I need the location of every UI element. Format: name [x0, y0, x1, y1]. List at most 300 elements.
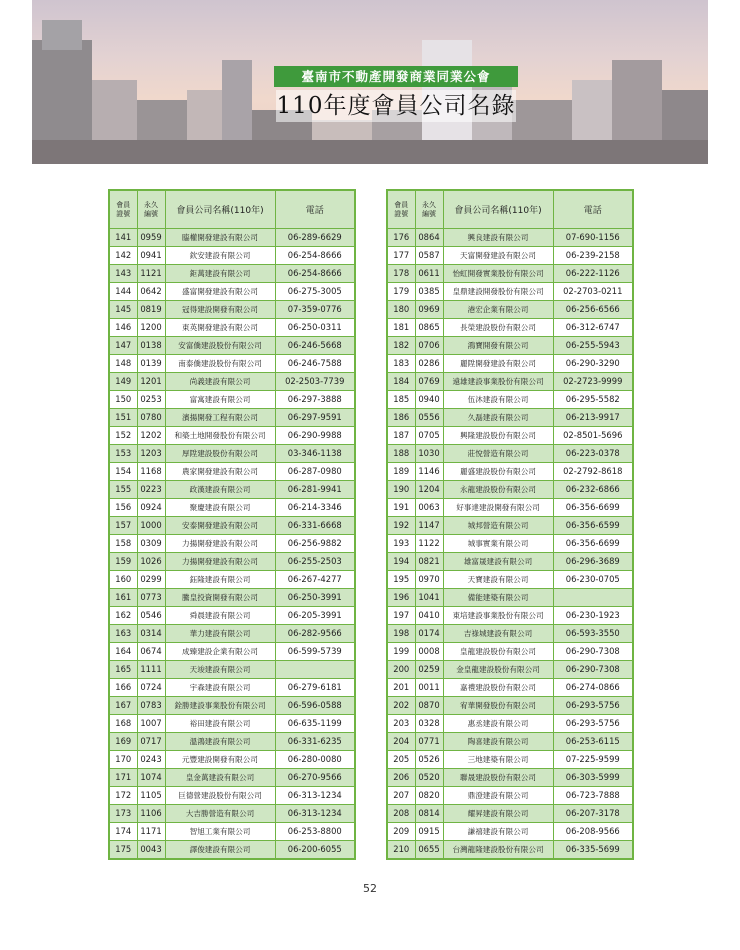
company-name-cell: 力揚開發建設有限公司 [165, 535, 275, 553]
phone-cell: 02-8501-5696 [553, 427, 633, 445]
member-no-cell: 207 [387, 787, 415, 805]
company-name-cell: 天富開發建設有限公司 [443, 247, 553, 265]
company-name-cell: 怡虹開發實業股份有限公司 [443, 265, 553, 283]
header-company: 會員公司名稱(110年) [165, 190, 275, 229]
member-no-cell: 168 [109, 715, 137, 733]
member-no-cell: 197 [387, 607, 415, 625]
company-name-cell: 港宏企業有限公司 [443, 301, 553, 319]
member-no-cell: 171 [109, 769, 137, 787]
perm-no-cell: 0138 [137, 337, 165, 355]
perm-no-cell: 0587 [415, 247, 443, 265]
perm-no-cell: 1200 [137, 319, 165, 337]
table-row [387, 499, 633, 517]
phone-cell: 06-331-6668 [275, 517, 355, 535]
table-row [109, 733, 355, 751]
table-row [387, 589, 633, 607]
company-name-cell: 華力建設有限公司 [165, 625, 275, 643]
phone-cell: 06-274-0866 [553, 679, 633, 697]
phone-cell: 06-287-0980 [275, 463, 355, 481]
company-name-cell: 東英開發建設有限公司 [165, 319, 275, 337]
perm-no-cell: 0655 [415, 841, 443, 860]
member-no-cell: 174 [109, 823, 137, 841]
header-perm-no: 永久 編號 [415, 190, 443, 229]
perm-no-cell: 0717 [137, 733, 165, 751]
member-no-cell: 210 [387, 841, 415, 860]
member-no-cell: 185 [387, 391, 415, 409]
company-name-cell: 盛富開發建設有限公司 [165, 283, 275, 301]
company-name-cell: 皇金萬建設有限公司 [165, 769, 275, 787]
member-no-cell: 172 [109, 787, 137, 805]
perm-no-cell: 1007 [137, 715, 165, 733]
table-row [109, 481, 355, 499]
member-no-cell: 191 [387, 499, 415, 517]
member-no-cell: 142 [109, 247, 137, 265]
company-name-cell: 惠丞建設有限公司 [443, 715, 553, 733]
company-name-cell: 天寶建設有限公司 [443, 571, 553, 589]
table-row [387, 319, 633, 337]
phone-cell: 06-239-2158 [553, 247, 633, 265]
header-member-no: 會員 證號 [387, 190, 415, 229]
member-no-cell: 154 [109, 463, 137, 481]
phone-cell: 06-253-6115 [553, 733, 633, 751]
table-row [387, 535, 633, 553]
perm-no-cell: 1121 [137, 265, 165, 283]
perm-no-cell: 0328 [415, 715, 443, 733]
header-phone: 電話 [275, 190, 355, 229]
phone-cell: 06-213-9917 [553, 409, 633, 427]
phone-cell: 06-335-5699 [553, 841, 633, 860]
perm-no-cell: 0724 [137, 679, 165, 697]
company-name-cell: 安泰開發建設有限公司 [165, 517, 275, 535]
perm-no-cell: 1171 [137, 823, 165, 841]
company-name-cell: 伍沐建設有限公司 [443, 391, 553, 409]
table-row [387, 283, 633, 301]
header-phone: 電話 [553, 190, 633, 229]
perm-no-cell: 0611 [415, 265, 443, 283]
phone-cell: 06-356-6699 [553, 499, 633, 517]
perm-no-cell: 0783 [137, 697, 165, 715]
member-no-cell: 160 [109, 571, 137, 589]
table-row [387, 265, 633, 283]
perm-no-cell: 0924 [137, 499, 165, 517]
phone-cell: 06-200-6055 [275, 841, 355, 860]
perm-no-cell: 0780 [137, 409, 165, 427]
phone-cell: 06-297-3888 [275, 391, 355, 409]
phone-cell: 06-295-5582 [553, 391, 633, 409]
header-company: 會員公司名稱(110年) [443, 190, 553, 229]
table-row [387, 679, 633, 697]
company-name-cell: 三地建築有限公司 [443, 751, 553, 769]
company-name-cell: 鉅萬建設有限公司 [165, 265, 275, 283]
phone-cell: 06-250-0311 [275, 319, 355, 337]
member-no-cell: 170 [109, 751, 137, 769]
company-name-cell: 永龍建設股份有限公司 [443, 481, 553, 499]
phone-cell: 06-214-3346 [275, 499, 355, 517]
company-name-cell: 南泰僑建設股份有限公司 [165, 355, 275, 373]
company-name-cell: 好事達建設開發有限公司 [443, 499, 553, 517]
table-row [109, 247, 355, 265]
company-name-cell: 舜晨建設有限公司 [165, 607, 275, 625]
table-row [387, 571, 633, 589]
member-no-cell: 206 [387, 769, 415, 787]
table-row [387, 607, 633, 625]
member-no-cell: 141 [109, 229, 137, 247]
perm-no-cell: 0299 [137, 571, 165, 589]
table-row [387, 337, 633, 355]
member-no-cell: 189 [387, 463, 415, 481]
perm-no-cell: 0314 [137, 625, 165, 643]
perm-no-cell: 1203 [137, 445, 165, 463]
table-row [387, 625, 633, 643]
table-row [109, 283, 355, 301]
phone-cell: 06-290-9988 [275, 427, 355, 445]
phone-cell: 06-282-9566 [275, 625, 355, 643]
phone-cell: 06-207-3178 [553, 805, 633, 823]
table-row [387, 733, 633, 751]
phone-cell: 06-356-6699 [553, 535, 633, 553]
table-row [387, 229, 633, 247]
company-name-cell: 和築土地開發股份有限公司 [165, 427, 275, 445]
perm-no-cell: 0705 [415, 427, 443, 445]
phone-cell: 02-2503-7739 [275, 373, 355, 391]
perm-no-cell: 0526 [415, 751, 443, 769]
phone-cell: 06-230-0705 [553, 571, 633, 589]
member-table-left [108, 189, 356, 860]
perm-no-cell: 1041 [415, 589, 443, 607]
perm-no-cell: 0773 [137, 589, 165, 607]
phone-cell: 06-313-1234 [275, 805, 355, 823]
phone-cell: 07-690-1156 [553, 229, 633, 247]
member-no-cell: 158 [109, 535, 137, 553]
company-name-cell: 安富僑建設股份有限公司 [165, 337, 275, 355]
table-row [109, 355, 355, 373]
phone-cell: 06-290-7308 [553, 643, 633, 661]
phone-cell: 02-2723-9999 [553, 373, 633, 391]
phone-cell: 06-289-6629 [275, 229, 355, 247]
company-name-cell: 遠雄建設事業股份有限公司 [443, 373, 553, 391]
company-name-cell: 濱揚開發工程有限公司 [165, 409, 275, 427]
phone-cell: 06-635-1199 [275, 715, 355, 733]
table-row [109, 319, 355, 337]
phone-cell: 06-312-6747 [553, 319, 633, 337]
table-row [387, 643, 633, 661]
company-name-cell: 欽安建設有限公司 [165, 247, 275, 265]
perm-no-cell: 0814 [415, 805, 443, 823]
table-row [387, 517, 633, 535]
table-row [387, 715, 633, 733]
table-row [109, 463, 355, 481]
member-no-cell: 187 [387, 427, 415, 445]
member-no-cell: 208 [387, 805, 415, 823]
company-name-cell: 東培建設事業股份有限公司 [443, 607, 553, 625]
company-name-cell: 長榮建設股份有限公司 [443, 319, 553, 337]
table-row [109, 301, 355, 319]
company-name-cell: 雄富晟建設有限公司 [443, 553, 553, 571]
phone-cell: 06-293-5756 [553, 715, 633, 733]
table-row [387, 373, 633, 391]
table-row [387, 409, 633, 427]
phone-cell: 06-331-6235 [275, 733, 355, 751]
phone-cell: 06-593-3550 [553, 625, 633, 643]
member-no-cell: 178 [387, 265, 415, 283]
phone-cell: 06-223-0378 [553, 445, 633, 463]
phone-cell: 06-279-6181 [275, 679, 355, 697]
perm-no-cell: 0259 [415, 661, 443, 679]
member-no-cell: 193 [387, 535, 415, 553]
phone-cell: 06-255-2503 [275, 553, 355, 571]
perm-no-cell: 1111 [137, 661, 165, 679]
company-name-cell: 莊悅營造有限公司 [443, 445, 553, 463]
company-name-cell: 鴻寶開發有限公司 [443, 337, 553, 355]
phone-cell: 03-346-1138 [275, 445, 355, 463]
company-name-cell: 城邦營造有限公司 [443, 517, 553, 535]
company-name-cell: 吉祿城建設有限公司 [443, 625, 553, 643]
company-name-cell: 銓勝建設事業股份有限公司 [165, 697, 275, 715]
table-row [387, 841, 633, 860]
company-name-cell: 麗盛建設股份有限公司 [443, 463, 553, 481]
company-name-cell: 宇森建設有限公司 [165, 679, 275, 697]
member-no-cell: 165 [109, 661, 137, 679]
company-name-cell: 天竣建設有限公司 [165, 661, 275, 679]
phone-cell: 06-250-3991 [275, 589, 355, 607]
company-name-cell: 金皇龍建設股份有限公司 [443, 661, 553, 679]
perm-no-cell: 0139 [137, 355, 165, 373]
member-no-cell: 148 [109, 355, 137, 373]
phone-cell: 02-2703-0211 [553, 283, 633, 301]
phone-cell: 06-246-5668 [275, 337, 355, 355]
company-name-cell: 皇龍建設股份有限公司 [443, 643, 553, 661]
table-row [387, 787, 633, 805]
table-header-row [109, 190, 355, 229]
table-row [109, 535, 355, 553]
perm-no-cell: 0309 [137, 535, 165, 553]
perm-no-cell: 0385 [415, 283, 443, 301]
perm-no-cell: 0819 [137, 301, 165, 319]
phone-cell: 06-270-9566 [275, 769, 355, 787]
perm-no-cell: 0941 [137, 247, 165, 265]
company-name-cell: 譯俊建設有限公司 [165, 841, 275, 860]
perm-no-cell: 0253 [137, 391, 165, 409]
perm-no-cell: 0063 [415, 499, 443, 517]
phone-cell: 06-232-6866 [553, 481, 633, 499]
perm-no-cell: 0556 [415, 409, 443, 427]
member-no-cell: 173 [109, 805, 137, 823]
phone-cell: 07-225-9599 [553, 751, 633, 769]
company-name-cell: 智旭工業有限公司 [165, 823, 275, 841]
perm-no-cell: 0771 [415, 733, 443, 751]
member-no-cell: 183 [387, 355, 415, 373]
phone-cell: 06-222-1126 [553, 265, 633, 283]
member-no-cell: 186 [387, 409, 415, 427]
member-no-cell: 198 [387, 625, 415, 643]
perm-no-cell: 0286 [415, 355, 443, 373]
perm-no-cell: 0870 [415, 697, 443, 715]
table-row [109, 409, 355, 427]
table-row [109, 805, 355, 823]
company-name-cell: 鈺隆建設有限公司 [165, 571, 275, 589]
perm-no-cell: 0546 [137, 607, 165, 625]
table-row [109, 265, 355, 283]
member-no-cell: 156 [109, 499, 137, 517]
association-name: 臺南市不動產開發商業同業公會 [274, 66, 518, 87]
table-row [387, 553, 633, 571]
member-no-cell: 201 [387, 679, 415, 697]
header-banner [32, 0, 708, 164]
member-no-cell: 164 [109, 643, 137, 661]
perm-no-cell: 0940 [415, 391, 443, 409]
phone-cell: 06-254-8666 [275, 265, 355, 283]
member-no-cell: 200 [387, 661, 415, 679]
company-name-cell: 大吉勝營造有限公司 [165, 805, 275, 823]
header-perm-no: 永久 編號 [137, 190, 165, 229]
member-no-cell: 155 [109, 481, 137, 499]
table-row [109, 373, 355, 391]
phone-cell: 06-208-9566 [553, 823, 633, 841]
table-row [387, 445, 633, 463]
table-row [109, 229, 355, 247]
perm-no-cell: 0008 [415, 643, 443, 661]
member-no-cell: 144 [109, 283, 137, 301]
member-no-cell: 180 [387, 301, 415, 319]
phone-cell: 06-256-9882 [275, 535, 355, 553]
table-row [109, 823, 355, 841]
member-no-cell: 149 [109, 373, 137, 391]
member-no-cell: 159 [109, 553, 137, 571]
phone-cell: 06-303-5999 [553, 769, 633, 787]
table-row [109, 391, 355, 409]
member-no-cell: 146 [109, 319, 137, 337]
member-no-cell: 150 [109, 391, 137, 409]
table-row [387, 391, 633, 409]
company-name-cell: 麗陞開發建設有限公司 [443, 355, 553, 373]
table-row [387, 355, 633, 373]
perm-no-cell: 0174 [415, 625, 443, 643]
table-row [387, 805, 633, 823]
phone-cell: 07-359-0776 [275, 301, 355, 319]
member-no-cell: 177 [387, 247, 415, 265]
company-name-cell: 皇鼎建設開發股份有限公司 [443, 283, 553, 301]
table-row [109, 625, 355, 643]
company-name-cell: 台灣龍隆建設股份有限公司 [443, 841, 553, 860]
perm-no-cell: 1026 [137, 553, 165, 571]
perm-no-cell: 1146 [415, 463, 443, 481]
perm-no-cell: 0674 [137, 643, 165, 661]
member-no-cell: 157 [109, 517, 137, 535]
perm-no-cell: 1122 [415, 535, 443, 553]
table-row [109, 589, 355, 607]
table-row [387, 427, 633, 445]
phone-cell: 06-296-3689 [553, 553, 633, 571]
perm-no-cell: 0915 [415, 823, 443, 841]
phone-cell: 06-205-3991 [275, 607, 355, 625]
member-no-cell: 181 [387, 319, 415, 337]
phone-cell: 06-297-9591 [275, 409, 355, 427]
perm-no-cell: 0769 [415, 373, 443, 391]
member-no-cell: 182 [387, 337, 415, 355]
company-name-cell: 富寓建設有限公司 [165, 391, 275, 409]
member-no-cell: 196 [387, 589, 415, 607]
table-row [387, 247, 633, 265]
member-no-cell: 162 [109, 607, 137, 625]
perm-no-cell: 0959 [137, 229, 165, 247]
perm-no-cell: 0011 [415, 679, 443, 697]
phone-cell: 06-246-7588 [275, 355, 355, 373]
phone-cell: 06-254-8666 [275, 247, 355, 265]
company-name-cell: 陶喜建設有限公司 [443, 733, 553, 751]
phone-cell: 06-313-1234 [275, 787, 355, 805]
company-name-cell: 力揚開發建設有限公司 [165, 553, 275, 571]
perm-no-cell: 1147 [415, 517, 443, 535]
perm-no-cell: 1030 [415, 445, 443, 463]
company-name-cell: 冠得建設開發有限公司 [165, 301, 275, 319]
member-no-cell: 161 [109, 589, 137, 607]
table-row [109, 427, 355, 445]
perm-no-cell: 1202 [137, 427, 165, 445]
company-name-cell: 耀昇建設有限公司 [443, 805, 553, 823]
company-name-cell: 巨德營建設股份有限公司 [165, 787, 275, 805]
phone-cell: 06-275-3005 [275, 283, 355, 301]
company-name-cell: 城事實業有限公司 [443, 535, 553, 553]
member-no-cell: 143 [109, 265, 137, 283]
phone-cell: 06-290-3290 [553, 355, 633, 373]
member-no-cell: 176 [387, 229, 415, 247]
member-no-cell: 190 [387, 481, 415, 499]
table-row [109, 337, 355, 355]
phone-cell: 06-599-5739 [275, 643, 355, 661]
table-row [387, 481, 633, 499]
phone-cell: 06-281-9941 [275, 481, 355, 499]
table-row [109, 643, 355, 661]
table-row [109, 661, 355, 679]
perm-no-cell: 0865 [415, 319, 443, 337]
company-name-cell: 成臻建設企業有限公司 [165, 643, 275, 661]
member-no-cell: 194 [387, 553, 415, 571]
table-row [387, 463, 633, 481]
perm-no-cell: 0969 [415, 301, 443, 319]
table-row [109, 715, 355, 733]
perm-no-cell: 1201 [137, 373, 165, 391]
phone-cell: 06-255-5943 [553, 337, 633, 355]
table-row [109, 445, 355, 463]
company-name-cell: 鼎澄建設有限公司 [443, 787, 553, 805]
company-name-cell: 騰皇投資開發有限公司 [165, 589, 275, 607]
perm-no-cell: 0970 [415, 571, 443, 589]
phone-cell: 06-356-6599 [553, 517, 633, 535]
member-no-cell: 145 [109, 301, 137, 319]
member-no-cell: 152 [109, 427, 137, 445]
phone-cell: 06-280-0080 [275, 751, 355, 769]
company-name-cell: 興良建設有限公司 [443, 229, 553, 247]
member-no-cell: 147 [109, 337, 137, 355]
member-no-cell: 205 [387, 751, 415, 769]
table-row [387, 697, 633, 715]
table-row [109, 499, 355, 517]
member-no-cell: 199 [387, 643, 415, 661]
perm-no-cell: 0820 [415, 787, 443, 805]
company-name-cell: 嘉禮建設股份有限公司 [443, 679, 553, 697]
table-row [109, 679, 355, 697]
table-row [109, 697, 355, 715]
perm-no-cell: 0043 [137, 841, 165, 860]
member-no-cell: 169 [109, 733, 137, 751]
table-row [109, 517, 355, 535]
member-no-cell: 195 [387, 571, 415, 589]
table-row [109, 571, 355, 589]
phone-cell: 06-267-4277 [275, 571, 355, 589]
header-member-no: 會員 證號 [109, 190, 137, 229]
table-row [109, 769, 355, 787]
perm-no-cell: 1106 [137, 805, 165, 823]
